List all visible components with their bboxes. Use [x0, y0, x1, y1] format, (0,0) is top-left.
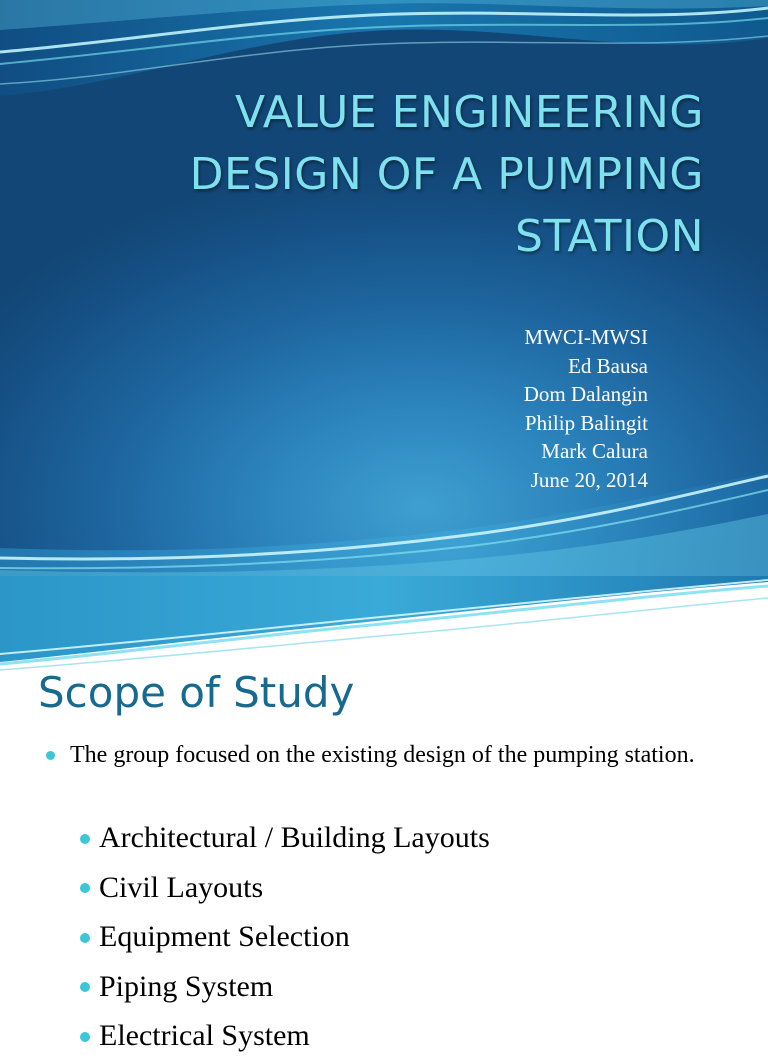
slide-title: Scope of Study — [38, 668, 355, 717]
sub-bullet-text: Civil Layouts — [99, 870, 264, 904]
bullet-icon — [80, 834, 90, 844]
sub-bullet-item — [80, 813, 490, 863]
title-line: STATION — [515, 211, 704, 262]
credit-author: Mark Calura — [541, 439, 648, 463]
sub-bullet-text: Architectural / Building Layouts — [99, 821, 490, 854]
credit-organization: MWCI-MWSI — [524, 325, 648, 349]
bullet-icon — [80, 982, 90, 992]
sub-bullet-list — [80, 813, 490, 1061]
title-line: DESIGN OF A PUMPING — [189, 149, 704, 200]
top-wave-decoration — [0, 576, 768, 671]
presentation-title — [84, 82, 704, 268]
sub-bullet-item — [80, 962, 490, 1012]
sub-bullet-item — [80, 863, 490, 913]
bullet-icon — [80, 883, 90, 893]
credit-date: June 20, 2014 — [530, 467, 648, 492]
bullet-item — [46, 740, 706, 771]
sub-bullet-text: Electrical System — [99, 1019, 310, 1052]
sub-bullet-item — [80, 912, 490, 962]
sub-bullet-text: Equipment Selection — [99, 920, 350, 953]
bullet-icon — [80, 933, 90, 943]
title-line: VALUE ENGINEERING — [234, 87, 704, 138]
bullet-icon — [46, 751, 55, 760]
bullet-text: The group focused on the existing design of the pumping station. — [70, 742, 695, 768]
scope-slide — [0, 576, 768, 1052]
credit-author: Ed Bausa — [568, 353, 648, 378]
credit-author: Dom Dalangin — [523, 382, 648, 406]
bottom-wave-decoration — [0, 436, 768, 576]
sub-bullet-item — [80, 1011, 490, 1061]
sub-bullet-text: Piping System — [99, 969, 274, 1003]
credit-author: Philip Balingit — [524, 410, 648, 435]
bullet-icon — [80, 1032, 90, 1042]
